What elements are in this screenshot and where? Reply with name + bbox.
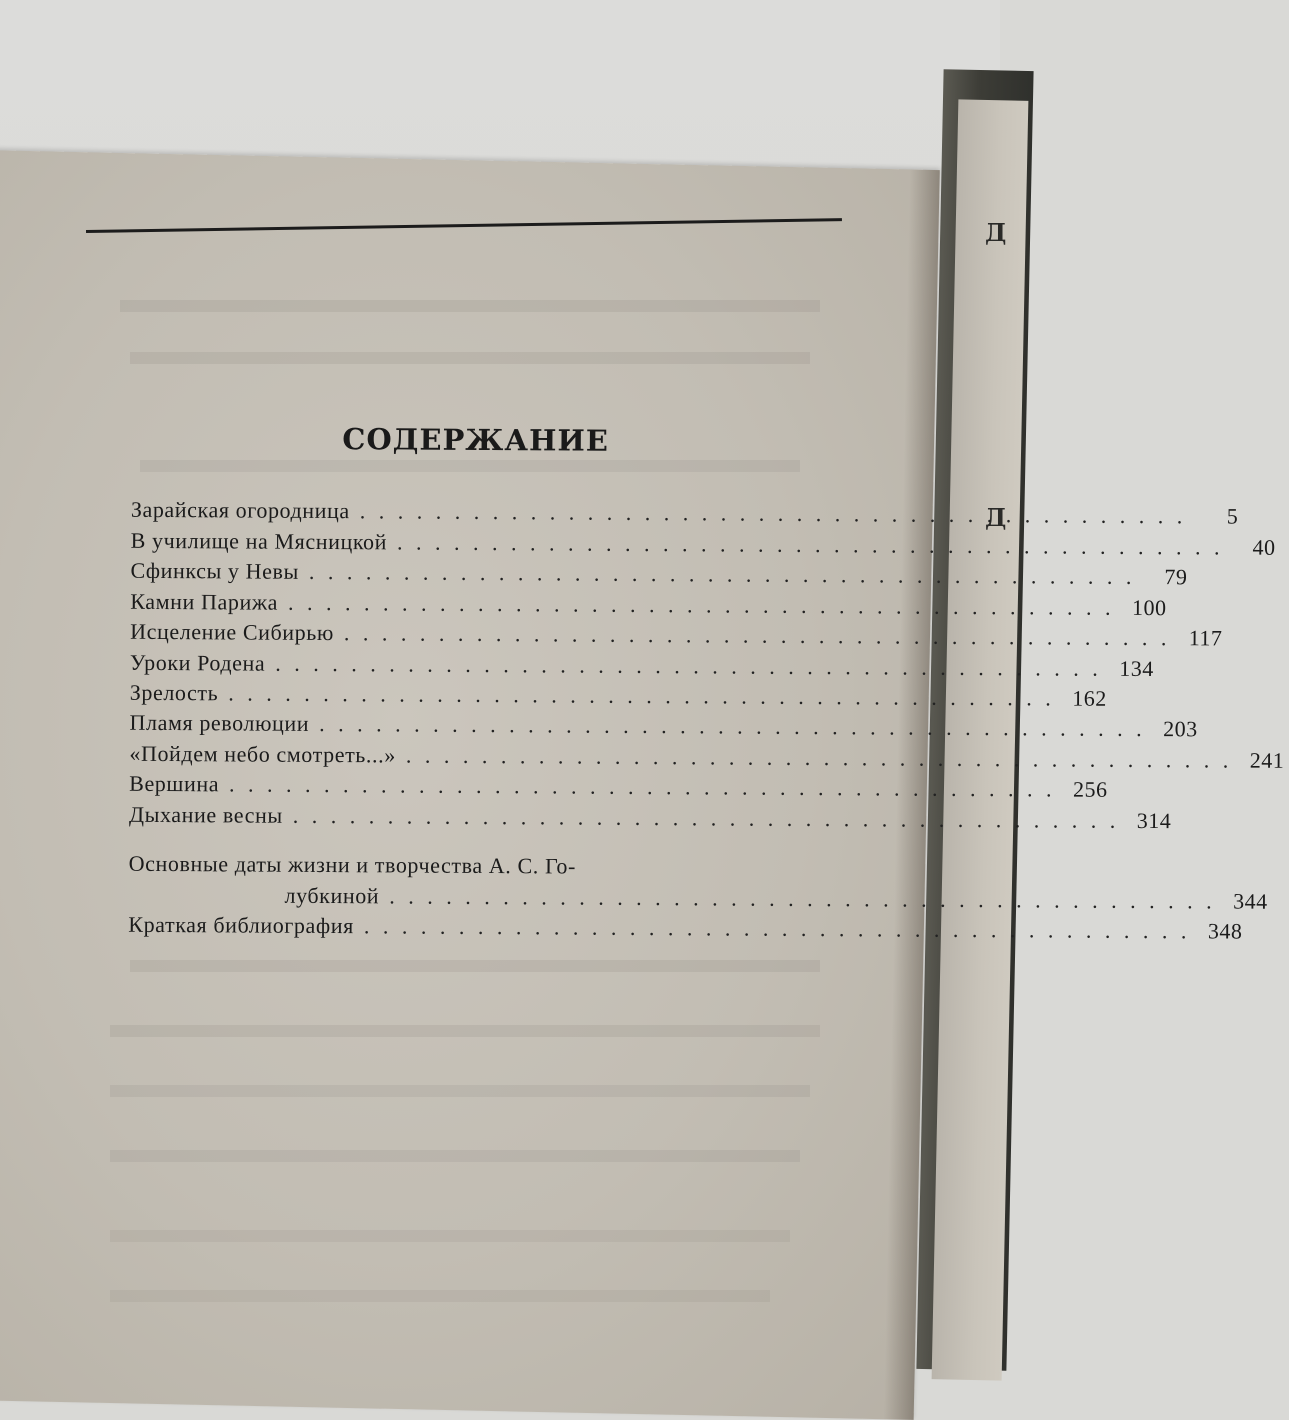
toc-entry-label: Краткая библиография — [128, 911, 354, 939]
toc-entry-page: 256 — [1073, 776, 1108, 802]
toc-entry-label: Пламя революции — [129, 709, 310, 736]
toc-entry — [130, 557, 1188, 592]
toc-entry-label: Зрелость — [129, 679, 219, 706]
toc-entry-page: 348 — [1207, 918, 1243, 944]
toc-entry — [128, 801, 1172, 836]
dot-leader — [396, 742, 1233, 773]
toc-entry-bibliography — [128, 911, 1243, 946]
toc-entry — [130, 618, 1223, 653]
dot-leader — [354, 913, 1191, 944]
toc-entry — [129, 740, 1285, 775]
toc-entry-page: 134 — [1119, 655, 1154, 682]
toc-entry — [129, 679, 1107, 714]
toc-entry — [130, 496, 1239, 531]
dot-leader — [265, 651, 1102, 682]
toc-entry-page: 117 — [1188, 625, 1223, 651]
toc-entry-label: лубкиной — [284, 882, 380, 909]
dot-leader — [219, 771, 1056, 802]
toc-entry — [130, 588, 1167, 623]
appendix-dates-title: Основные даты жизни и творчества А. С. Го- — [128, 850, 576, 879]
dot-leader — [299, 559, 1136, 590]
toc-entry — [129, 649, 1154, 684]
dot-leader — [379, 883, 1216, 914]
toc-entry-label: Дыхание весны — [128, 801, 283, 828]
facing-page-letter-top: Д — [985, 218, 1007, 247]
toc-entry-page: 5 — [1226, 503, 1239, 529]
dot-leader — [278, 590, 1115, 621]
toc-entry-page: 344 — [1233, 888, 1268, 914]
dot-leader — [309, 711, 1146, 742]
toc-entry-label: Вершина — [129, 770, 220, 797]
toc-entry — [129, 770, 1108, 805]
dot-leader — [334, 620, 1171, 651]
toc-entry-label: Сфинксы у Невы — [130, 557, 299, 584]
facing-page-letter-bottom: Д — [985, 503, 1007, 532]
toc-entry-label: Исцеление Сибирью — [130, 618, 335, 646]
dot-leader — [387, 529, 1224, 560]
toc-entry-page: 100 — [1131, 594, 1167, 621]
dot-leader — [283, 803, 1120, 834]
toc-entry-page: 314 — [1136, 807, 1172, 834]
toc-entry — [130, 527, 1276, 562]
dot-leader — [218, 680, 1055, 711]
toc-entry-label: Уроки Родена — [129, 649, 266, 676]
toc-entry-page: 79 — [1164, 564, 1188, 590]
toc-entry-dates — [128, 882, 1268, 916]
dot-leader — [350, 498, 1187, 529]
toc-entry-page: 241 — [1249, 747, 1285, 773]
toc-entry-label: В училище на Мясницкой — [130, 527, 388, 555]
toc-entry-label: Зарайская огородница — [130, 496, 350, 524]
toc-entry-page: 203 — [1163, 716, 1198, 742]
toc-entry — [129, 709, 1198, 744]
toc-entry-label: Камни Парижа — [130, 588, 279, 615]
toc-entry-page: 162 — [1072, 685, 1107, 711]
page-title: СОДЕРЖАНИЕ — [342, 422, 610, 458]
toc-entry-label: «Пойдем небо смотреть...» — [129, 740, 396, 768]
toc-entry-page: 40 — [1252, 534, 1276, 560]
